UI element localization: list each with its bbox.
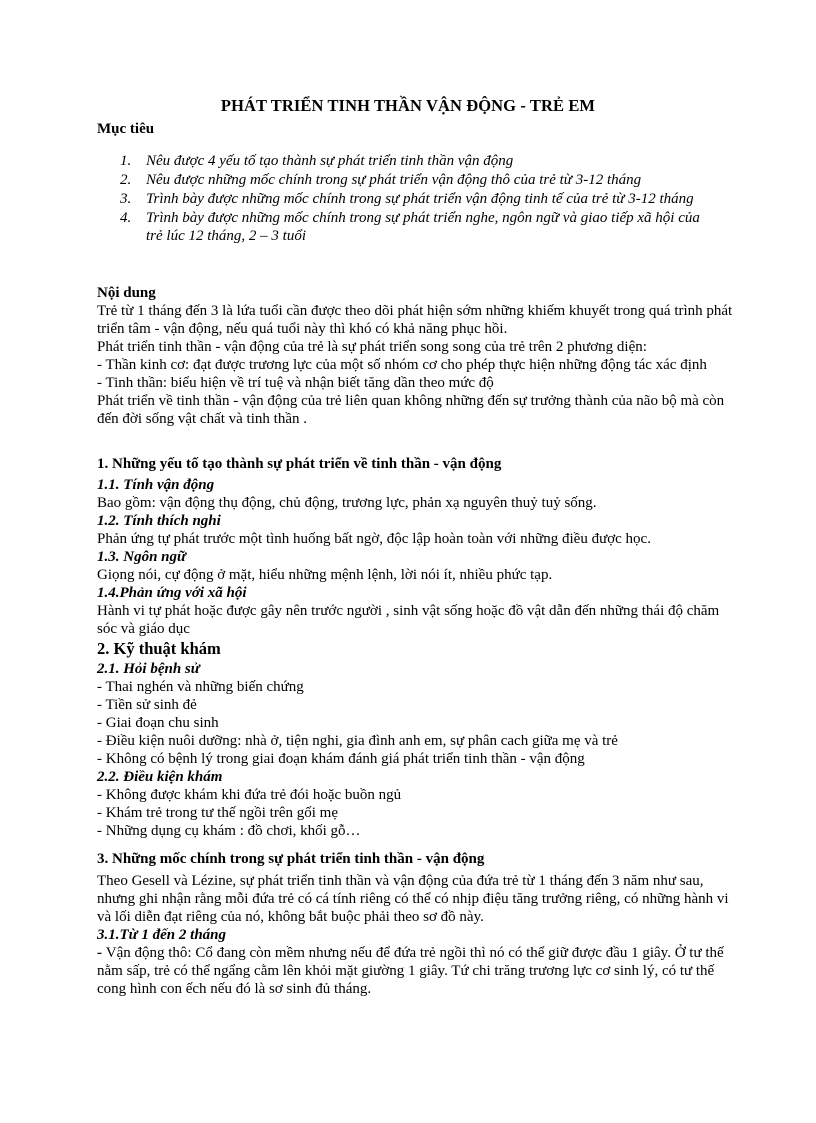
section-1-body [97, 476, 737, 638]
objective-item: 2. Nêu được những mốc chính trong sự phát triển vận động thô của trẻ từ 3-12 tháng [120, 172, 642, 188]
paragraph: Trẻ từ 1 tháng đến 3 là lứa tuổi cần được theo dõi phát hiện sớm những khiếm khuyết trong quá trình phát triển tâm - vận động, nếu quá tuổi này thì khó có khả năng phục hồi. [97, 303, 733, 337]
paragraph: Giọng nói, cự động ở mặt, hiểu những mệnh lệnh, lời nói ít, nhiều phức tạp. [97, 567, 553, 583]
paragraph: - Vận động thô: Cổ đang còn mềm nhưng nếu để đứa trẻ ngồi thì nó có thể giữ được đầu 1 giây. Ở tư thế nằm sấp, trẻ có thể ngẩng cằm lên khỏi mặt giường 1 giây. Tứ chi trăng trương lực cơ sinh lý, có tư thế cong hình con ếch nếu đó là sơ sinh đủ tháng. [97, 945, 724, 997]
list-item: - Giai đoạn chu sinh [97, 715, 219, 731]
section-3-heading: 3. Những mốc chính trong sự phát triển tinh thần - vận động [97, 851, 485, 867]
objective-item: 4. Trình bày được những mốc chính trong sự phát triển nghe, ngôn ngữ và giao tiếp xã hội của trẻ lúc 12 tháng, 2 – 3 tuổi [120, 210, 700, 244]
list-item: - Điều kiện nuôi dưỡng: nhà ở, tiện nghi, gia đình anh em, sự phân cach giữa mẹ và trẻ [97, 733, 618, 749]
objective-item: 3. Trình bày được những mốc chính trong sự phát triển vận động tinh tế của trẻ từ 3-12 tháng [120, 191, 694, 207]
objective-item: 1. Nêu được 4 yếu tố tạo thành sự phát triển tinh thần vận động [120, 153, 514, 169]
subsection-heading: 1.2. Tính thích nghi [97, 513, 221, 529]
section-2-body [97, 660, 737, 840]
objectives-list [120, 152, 720, 246]
subsection-heading: 1.3. Ngôn ngữ [97, 549, 187, 565]
objectives-heading: Mục tiêu [97, 121, 155, 137]
paragraph: - Thần kinh cơ: đạt được trương lực của một số nhóm cơ cho phép thực hiện những động tác xác định [97, 357, 707, 373]
list-item: - Tiền sử sinh đẻ [97, 697, 197, 713]
paragraph: Bao gồm: vận động thụ động, chủ động, trương lực, phản xạ nguyên thuỷ tuỷ sống. [97, 495, 597, 511]
paragraph: Hành vi tự phát hoặc được gây nên trước người , sinh vật sống hoặc đồ vật dẫn đến những thái độ chăm sóc và giáo dục [97, 603, 720, 637]
subsection-heading: 3.1.Từ 1 đến 2 tháng [97, 927, 227, 943]
subsection-heading: 1.1. Tính vận động [97, 477, 215, 493]
section-2-heading: 2. Kỹ thuật khám [97, 639, 221, 658]
content-body [97, 302, 737, 428]
subsection-heading: 2.1. Hỏi bệnh sử [97, 661, 200, 677]
list-item: - Không có bệnh lý trong giai đoạn khám đánh giá phát triển tinh thần - vận động [97, 751, 585, 767]
paragraph: Phản ứng tự phát trước một tình huống bất ngờ, độc lập hoàn toàn với những điều được học. [97, 531, 651, 547]
section-3-body [97, 872, 737, 998]
list-item: - Những dụng cụ khám : đồ chơi, khối gỗ… [97, 823, 361, 839]
document-title: PHÁT TRIỂN TINH THẦN VẬN ĐỘNG - TRẺ EM [220, 96, 596, 115]
paragraph: Phát triển tinh thần - vận động của trẻ là sự phát triển song song của trẻ trên 2 phương diện: [97, 339, 647, 355]
content-heading: Nội dung [97, 285, 156, 301]
section-1-heading: 1. Những yếu tố tạo thành sự phát triển về tinh thần - vận động [97, 456, 502, 472]
list-item: - Khám trẻ trong tư thế ngồi trên gối mẹ [97, 805, 338, 821]
paragraph: Theo Gesell và Lézine, sự phát triển tinh thần và vận động của đứa trẻ từ 1 tháng đến 3 năm như sau, nhưng ghi nhận rằng mỗi đứa trẻ có cá tính riêng có thể có nhịp điệu tăng trưởng riêng, có những hành vi và lối diễn đạt riêng của nó, không bắt buộc phải theo sơ đồ này. [97, 873, 729, 925]
paragraph: Phát triển về tinh thần - vận động của trẻ liên quan không những đến sự trưởng thành của não bộ mà còn đến đời sống vật chất và tinh thần . [97, 393, 725, 427]
subsection-heading: 1.4.Phản ứng với xã hội [97, 585, 247, 601]
subsection-heading: 2.2. Điều kiện khám [97, 769, 223, 785]
list-item: - Thai nghén và những biến chứng [97, 679, 304, 695]
list-item: - Không được khám khi đứa trẻ đói hoặc buồn ngủ [97, 787, 402, 803]
paragraph: - Tinh thần: biểu hiện về trí tuệ và nhận biết tăng dần theo mức độ [97, 375, 494, 391]
